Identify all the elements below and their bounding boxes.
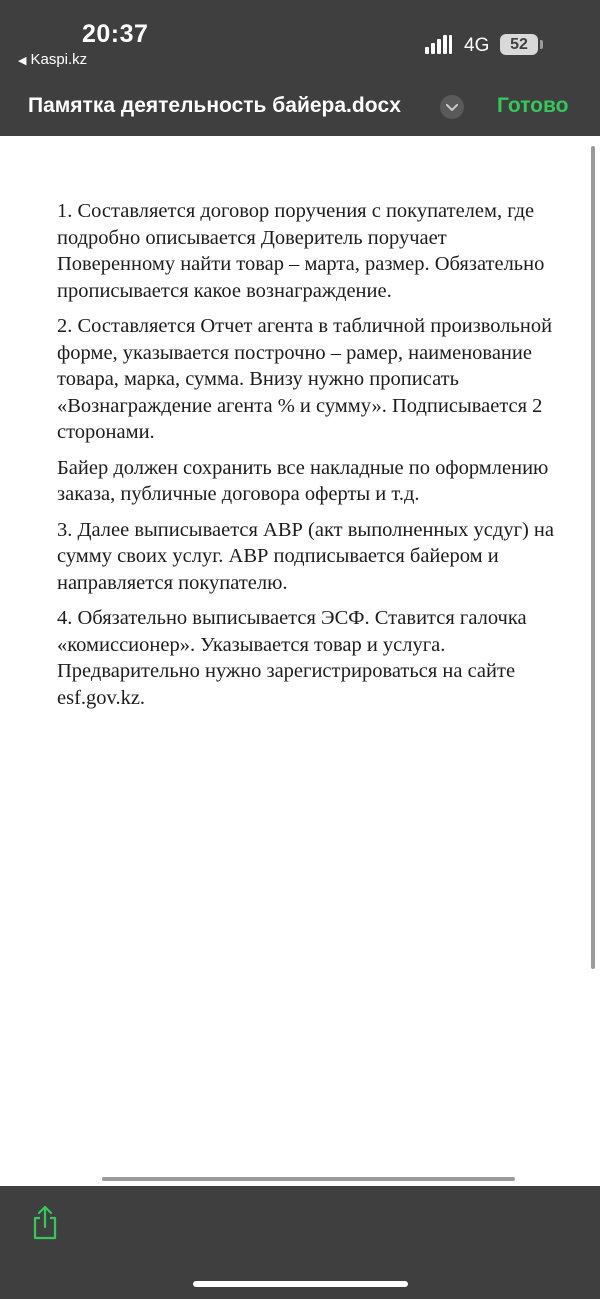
battery-tip [540, 40, 543, 49]
status-bar [0, 0, 600, 80]
back-arrow-icon: ◀ [18, 55, 27, 67]
network-type: 4G [464, 35, 490, 56]
document-title[interactable]: Памятка деятельность байера.docx [28, 94, 401, 117]
home-indicator[interactable] [193, 1281, 408, 1287]
paragraph-2: 2. Составляется Отчет агента в табличной произвольной форме, указывается построчно – рамер, наименование товара, марка, сумма. Внизу нужно прописать «Вознаграждение агента % и сумму». Подписывается 2 сторонами. [57, 315, 553, 443]
paragraph-3: Байер должен сохранить все накладные по оформлению заказа, публичные договора оферты и т.д. [57, 456, 549, 505]
nav-bar [0, 80, 600, 136]
vertical-scrollbar[interactable] [591, 146, 595, 969]
back-app-label: Kaspi.kz [30, 51, 88, 68]
signal-icon [425, 34, 455, 54]
horizontal-scrollbar[interactable] [102, 1177, 515, 1181]
done-button[interactable]: Готово [497, 94, 569, 117]
paragraph-1: 1. Составляется договор поручения с покупателем, где подробно описывается Доверитель поручает Поверенному найти товар – марта, размер. Обязательно прописывается какое вознаграждение. [57, 200, 545, 302]
status-time: 20:37 [82, 20, 149, 48]
battery-icon [500, 34, 538, 55]
document-viewer[interactable] [0, 136, 600, 1186]
bottom-toolbar [0, 1186, 600, 1299]
chevron-down-icon[interactable] [440, 95, 464, 119]
share-icon[interactable] [30, 1204, 60, 1240]
document-body [57, 198, 557, 720]
back-to-app-link[interactable] [18, 51, 87, 68]
paragraph-4: 3. Далее выписывается АВР (акт выполненных усдуг) на сумму своих услуг. АВР подписывается байером и направляется покупателю. [57, 518, 555, 594]
battery-level: 52 [510, 36, 528, 53]
paragraph-5: 4. Обязательно выписывается ЭСФ. Ставится галочка «комиссионер». Указывается товар и услуга. Предварительно нужно зарегистрироваться на сайте esf.gov.kz. [57, 607, 527, 709]
